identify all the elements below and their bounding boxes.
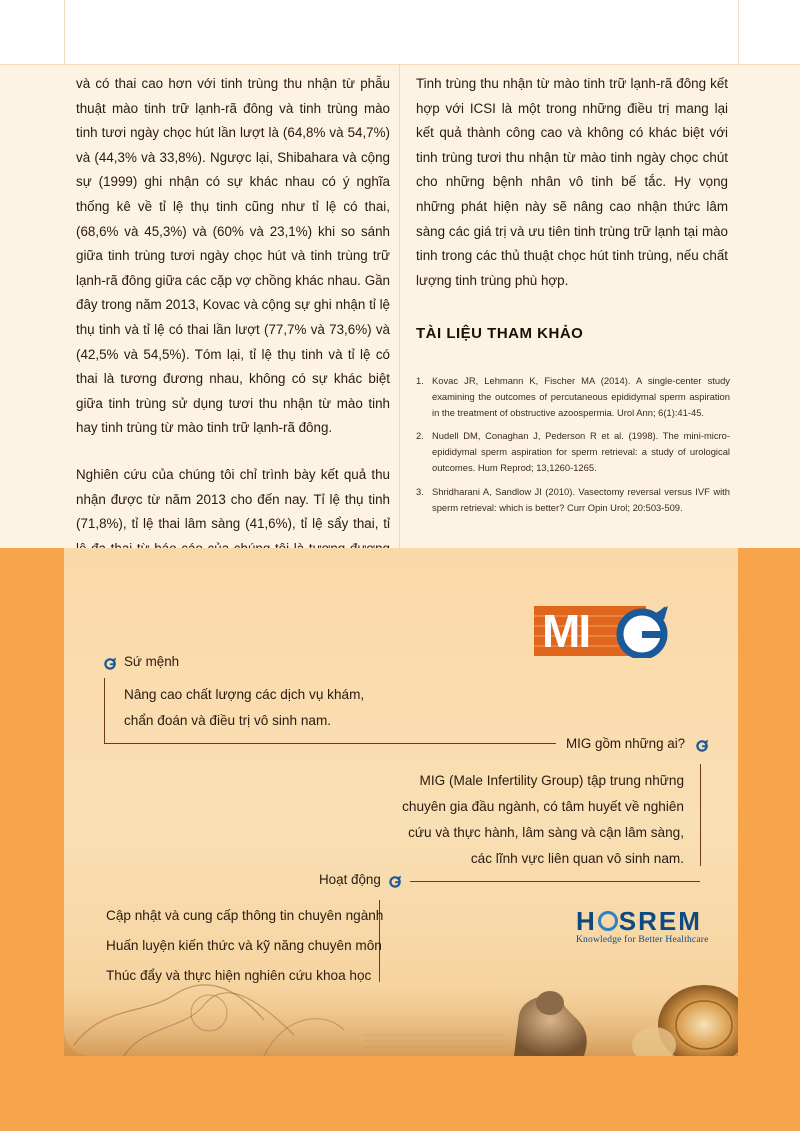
hosrem-o-icon xyxy=(598,911,618,931)
guide-line xyxy=(738,0,739,64)
references-list xyxy=(416,373,730,523)
reference-item xyxy=(416,373,730,420)
who-text xyxy=(400,768,684,872)
who-line: MIG (Male Infertility Group) tập trung những xyxy=(419,773,684,788)
mig-logo xyxy=(534,600,656,662)
who-line: các lĩnh vực liên quan vô sinh nam. xyxy=(470,851,684,866)
guide-line xyxy=(64,0,65,64)
mission-line: chẩn đoán và điều trị vô sinh nam. xyxy=(124,713,332,728)
who-line: chuyên gia đầu ngành, có tâm huyết về nghiên xyxy=(402,799,684,814)
reference-number: 1. xyxy=(416,375,424,386)
who-label: MIG gồm những ai? xyxy=(566,736,686,751)
who-line: cứu và thực hành, lâm sàng và cận lâm sàng, xyxy=(408,825,684,840)
hosrem-name-right: SREM xyxy=(618,906,702,936)
mission-bracket-line xyxy=(104,743,556,744)
left-paragraph-1: và có thai cao hơn với tinh trùng thu nhận từ phẫu thuật mào tinh trữ lạnh-rã đông và tinh trùng mào tinh tươi ngày chọc hút lần lượt là (64,8% và 54,7%) và (44,3% và 33,8%). Ngược lại, Shibahara và cộng sự (1999) ghi nhận có sự khác nhau có ý nghĩa thống kê về tỉ lệ thụ tinh cũng như tỉ lệ có thai, (68,6% và 45,3%) và (60% và 23,1%) khi so sánh giữa tinh trùng tươi ngày chọc hút và tinh trùng trữ lạnh-rã đông giữa các cặp vợ chồng khác nhau. Gần đây trong năm 2013, Kovac và cộng sự ghi nhận tỉ lệ thụ tinh và tỉ lệ có thai lần lượt (77,7% và 73,6%) và (42,5% và 54,5%). Tóm lại, tỉ lệ thụ tinh và tỉ lệ có thai là tương đương nhau, không có sự khác biệt giữa tinh trùng sử dụng tươi thu nhận từ mào tinh hay tinh trùng từ mào tinh trữ lạnh-rã đông. xyxy=(76,76,390,436)
hosrem-tagline: Knowledge for Better Healthcare xyxy=(576,935,709,945)
g-arrow-icon xyxy=(389,875,402,888)
mission-label: Sứ mệnh xyxy=(124,654,180,669)
decorative-artwork xyxy=(64,975,738,1056)
right-column xyxy=(416,72,728,293)
activity-line: Huấn luyện kiến thức và kỹ năng chuyên môn xyxy=(106,938,382,953)
mission-text xyxy=(124,682,364,734)
mission-bracket xyxy=(104,678,105,744)
reference-number: 2. xyxy=(416,430,424,442)
reference-number: 3. xyxy=(416,485,424,497)
right-paragraph-1: Tinh trùng thu nhận từ mào tinh trữ lạnh-rã đông kết hợp với ICSI là một trong những điều trị mang lại kết quả thành công cao và không có khác biệt với tinh trùng tươi thu nhận từ mào tinh ngày chọc chút cho những bệnh nhân vô tinh bế tắc. Hy vọng những phát hiện này sẽ nâng cao nhận thức lâm sàng các giá trị và ưu tiên tinh trùng trữ lạnh tại mào tinh trong các thủ thuật chọc hút tinh trùng, nếu chất lượng tinh trùng phù hợp. xyxy=(416,76,728,288)
column-divider xyxy=(399,64,400,548)
activity-label: Hoạt động xyxy=(319,872,381,887)
mig-logo-text: MI xyxy=(542,605,590,657)
activity-line: Cập nhật và cung cấp thông tin chuyên ngành xyxy=(106,908,384,923)
left-paragraph-2: Nghiên cứu của chúng tôi chỉ trình bày kết quả thu nhận được từ năm 2013 cho đến nay. Tỉ lệ thụ tinh (71,8%), tỉ lệ thai lâm sàng (41,6%), tỉ lệ sẩy thai, tỉ xyxy=(76,466,390,532)
mission-line: Nâng cao chất lượng các dịch vụ khám, xyxy=(124,687,365,702)
header-band xyxy=(0,0,800,65)
g-arrow-icon xyxy=(104,657,117,670)
reference-text: Kovac JR, Lehmann K, Fischer MA (2014). A single-center study examining the outcomes of percutaneous epididymal sperm aspiration in the treatment of obstructive azoospermia. Urol Ann; 6(1):41-45. xyxy=(432,375,730,418)
reference-item xyxy=(416,484,730,516)
left-column xyxy=(76,72,390,586)
g-arrow-icon xyxy=(696,739,709,752)
who-bracket xyxy=(700,764,701,866)
reference-item xyxy=(416,428,730,475)
hosrem-wordmark xyxy=(576,906,709,937)
reference-text: Shridharani A, Sandlow JI (2010). Vasectomy reversal versus IVF with sperm retrieval: which is better? Curr Opin Urol; 20:503-509. xyxy=(432,485,730,513)
mig-g-icon xyxy=(616,604,670,658)
hosrem-logo xyxy=(576,906,709,945)
hosrem-name-left: H xyxy=(576,906,597,936)
activity-bracket-line xyxy=(410,881,700,882)
references-heading: TÀI LIỆU THAM KHẢO xyxy=(416,325,584,342)
reference-text: Nudell DM, Conaghan J, Pederson R et al. (1998). The mini-micro- epididymal sperm aspiration for sperm retrieval: a study of urological outcomes. Hum Reprod; 13,1260-1265. xyxy=(432,430,730,473)
